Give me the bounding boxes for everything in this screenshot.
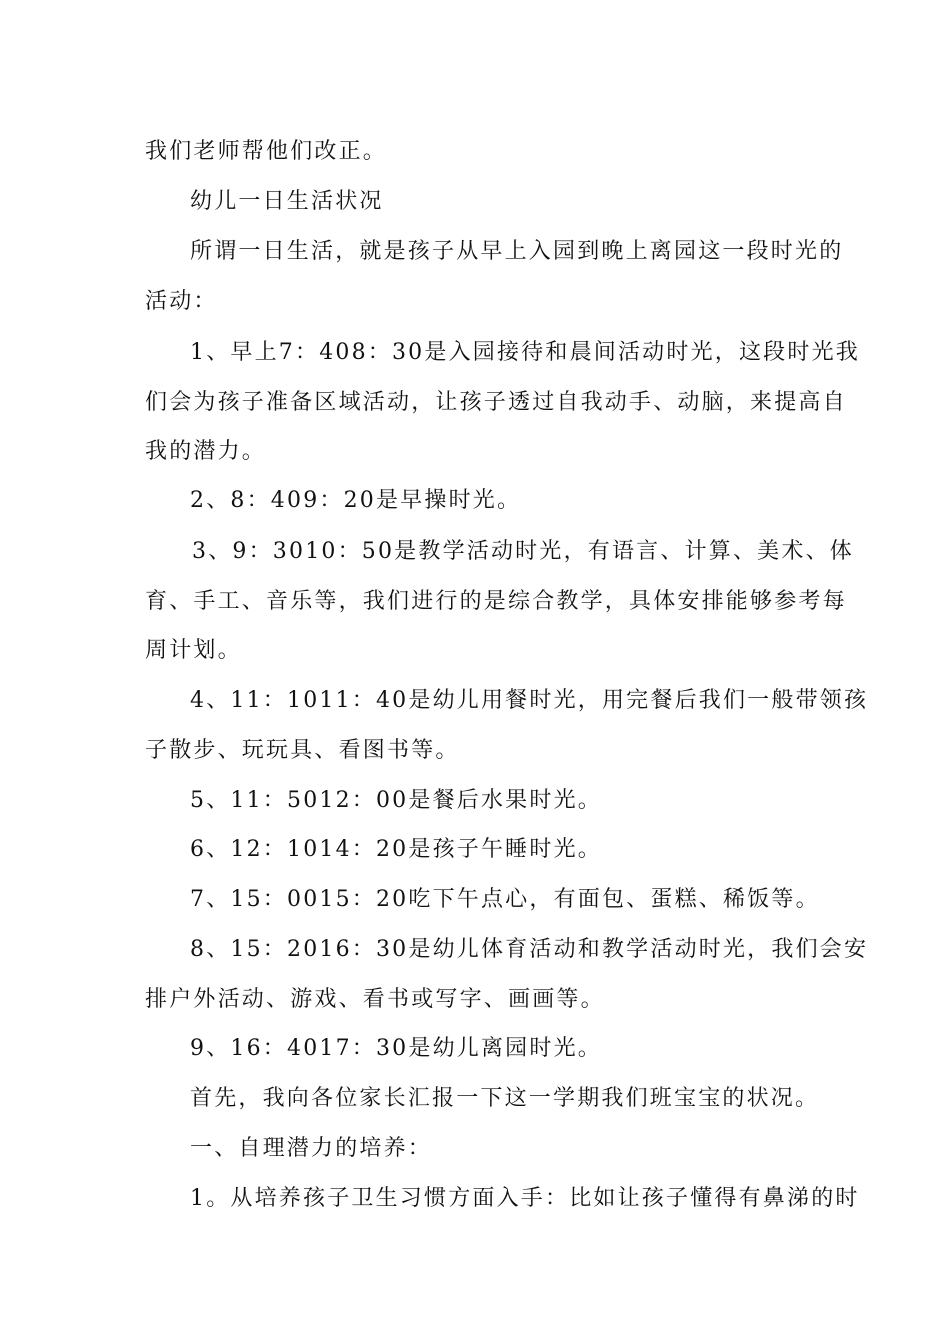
list-item: 1。从培养孩子卫生习惯方面入手：比如让孩子懂得有鼻涕的时 xyxy=(190,1186,860,1211)
text-line: 周计划。 xyxy=(145,638,242,663)
section-heading: 一、自理潜力的培养： xyxy=(190,1136,433,1161)
list-item: 8、15：2016：30是幼儿体育活动和教学活动时光，我们会安 xyxy=(190,937,869,962)
list-item: 4、11：1011：40是幼儿用餐时光，用完餐后我们一般带领孩 xyxy=(190,688,869,713)
list-item: 2、8：409：20是早操时光。 xyxy=(190,488,522,513)
text-line: 育、手工、音乐等，我们进行的是综合教学，具体安排能够参考每 xyxy=(145,589,847,614)
text-line: 我们老师帮他们改正。 xyxy=(145,139,388,164)
section-heading: 幼儿一日生活状况 xyxy=(190,189,384,214)
list-item: 9、16：4017：30是幼儿离园时光。 xyxy=(190,1036,602,1061)
text-line: 所谓一日生活，就是孩子从早上入园到晚上离园这一段时光的 xyxy=(190,239,844,264)
text-line: 我的潜力。 xyxy=(145,439,267,464)
text-line: 活动： xyxy=(145,289,218,314)
text-line: 们会为孩子准备区域活动，让孩子透过自我动手、动脑，来提高自 xyxy=(145,390,847,415)
text-line: 子散步、玩玩具、看图书等。 xyxy=(145,738,460,763)
list-item: 3、9：3010：50是教学活动时光，有语言、计算、美术、体 xyxy=(192,539,854,564)
list-item: 7、15：0015：20吃下午点心，有面包、蛋糕、稀饭等。 xyxy=(190,887,820,912)
list-item: 6、12：1014：20是孩子午睡时光。 xyxy=(190,837,602,862)
list-item: 5、11：5012：00是餐后水果时光。 xyxy=(190,788,602,813)
list-item: 1、早上7：408：30是入园接待和晨间活动时光，这段时光我 xyxy=(190,340,860,365)
text-line: 排户外活动、游戏、看书或写字、画画等。 xyxy=(145,987,605,1012)
text-line: 首先，我向各位家长汇报一下这一学期我们班宝宝的状况。 xyxy=(190,1086,820,1111)
